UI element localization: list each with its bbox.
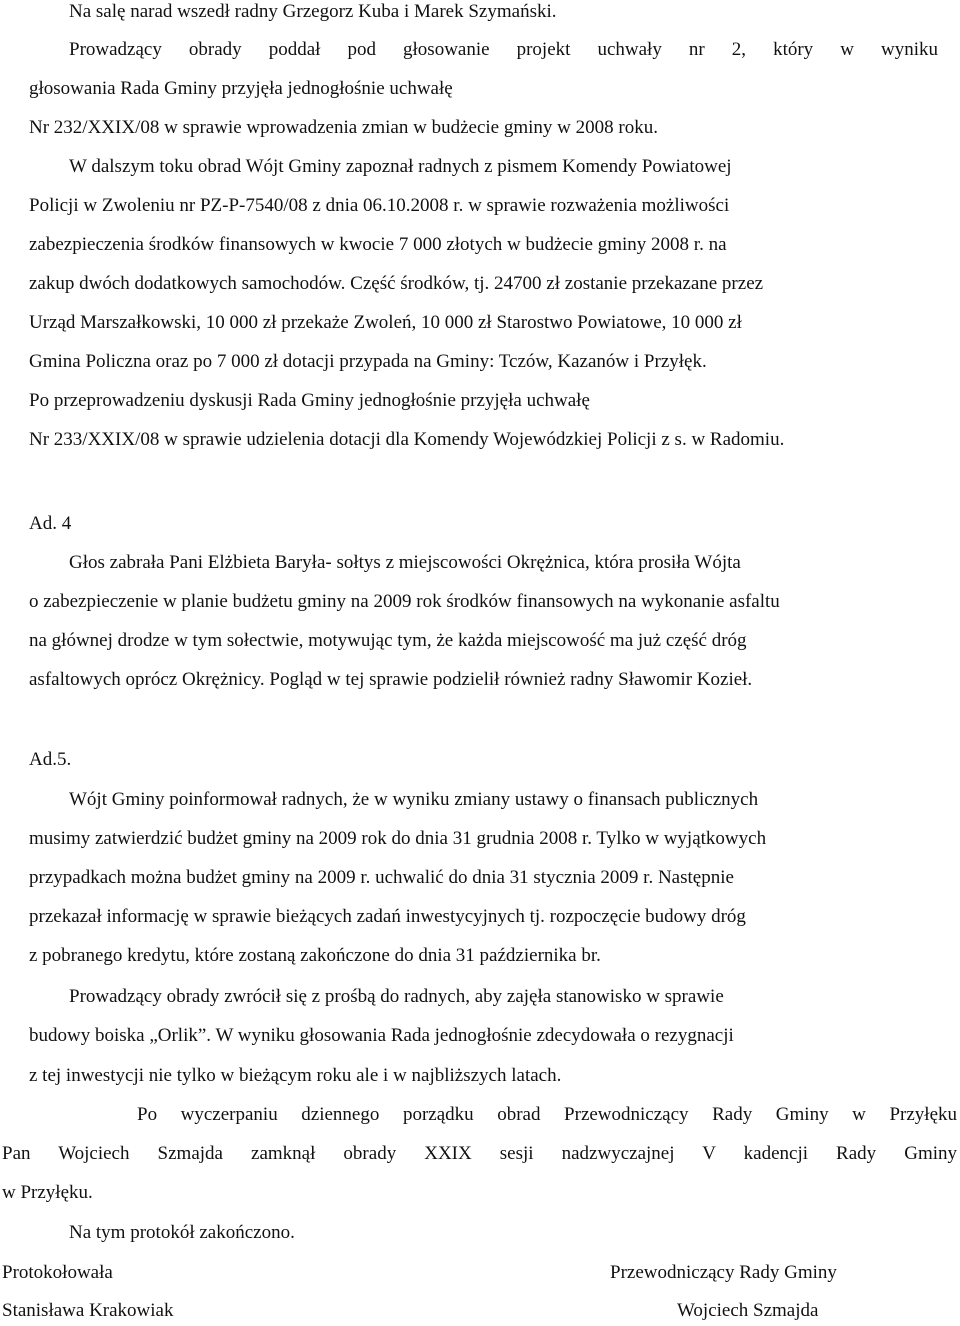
text-line: Prowadzący obrady zwrócił się z prośbą do radnych, aby zajęła stanowisko w sprawie — [69, 986, 724, 1007]
text-line: Na salę narad wszedł radny Grzegorz Kuba i Marek Szymański. — [69, 1, 557, 22]
text-line: Wójt Gminy poinformował radnych, że w wyniku zmiany ustawy o finansach publicznych — [69, 789, 759, 810]
section-heading-ad5: Ad.5. — [29, 749, 72, 770]
text-line: Po przeprowadzeniu dyskusji Rada Gminy jednogłośnie przyjęła uchwałę — [29, 390, 590, 411]
signatory-left-role: Protokołowała — [2, 1262, 113, 1283]
text-line: o zabezpieczenie w planie budżetu gminy na 2009 rok środków finansowych na wykonanie asfaltu — [29, 591, 780, 612]
text-line: z tej inwestycji nie tylko w bieżącym roku ale i w najbliższych latach. — [29, 1065, 562, 1086]
signatory-right-name: Wojciech Szmajda — [677, 1300, 819, 1321]
text-line: Gmina Policzna oraz po 7 000 zł dotacji przypada na Gminy: Tczów, Kazanów i Przyłęk. — [29, 351, 707, 372]
text-line: W dalszym toku obrad Wójt Gminy zapoznał radnych z pismem Komendy Powiatowej — [69, 156, 732, 177]
text-line: Nr 233/XXIX/08 w sprawie udzielenia dotacji dla Komendy Wojewódzkiej Policji z s. w Radomiu. — [29, 429, 785, 450]
text-line: Głos zabrała Pani Elżbieta Baryła- sołtys z miejscowości Okrężnica, która prosiła Wójta — [69, 552, 741, 573]
signatory-right-role: Przewodniczący Rady Gminy — [610, 1262, 837, 1283]
text-line: Nr 232/XXIX/08 w sprawie wprowadzenia zmian w budżecie gminy w 2008 roku. — [29, 117, 658, 138]
text-line: przekazał informację w sprawie bieżących zadań inwestycyjnych tj. rozpoczęcie budowy dróg — [29, 906, 746, 927]
section-heading-ad4: Ad. 4 — [29, 513, 72, 534]
text-line: zakup dwóch dodatkowych samochodów. Część środków, tj. 24700 zł zostanie przekazane przez — [29, 273, 764, 294]
text-line: Urząd Marszałkowski, 10 000 zł przekaże Zwoleń, 10 000 zł Starostwo Powiatowe, 10 000 zł — [29, 312, 742, 333]
text-line: Pan Wojciech Szmajda zamknął obrady XXIX sesji nadzwyczajnej V kadencji Rady Gminy — [2, 1143, 957, 1164]
text-line: zabezpieczenia środków finansowych w kwocie 7 000 złotych w budżecie gminy 2008 r. na — [29, 234, 727, 255]
text-line: głosowania Rada Gminy przyjęła jednogłośnie uchwałę — [29, 78, 453, 99]
end-note: Na tym protokół zakończono. — [69, 1222, 295, 1243]
text-line: na głównej drodze w tym sołectwie, motywując tym, że każda miejscowość ma już część dróg — [29, 630, 747, 651]
text-line: Po wyczerpaniu dziennego porządku obrad Przewodniczący Rady Gminy w Przyłęku — [137, 1104, 957, 1125]
text-line: w Przyłęku. — [2, 1182, 93, 1203]
text-line: musimy zatwierdzić budżet gminy na 2009 rok do dnia 31 grudnia 2008 r. Tylko w wyjątkowych — [29, 828, 767, 849]
text-line: przypadkach można budżet gminy na 2009 r. uchwalić do dnia 31 stycznia 2009 r. Następnie — [29, 867, 734, 888]
text-line: z pobranego kredytu, które zostaną zakończone do dnia 31 października br. — [29, 945, 601, 966]
text-line: Prowadzący obrady poddał pod głosowanie projekt uchwały nr 2, który w wyniku — [69, 39, 938, 60]
text-line: Policji w Zwoleniu nr PZ-P-7540/08 z dnia 06.10.2008 r. w sprawie rozważenia możliwości — [29, 195, 730, 216]
text-line: budowy boiska „Orlik”. W wyniku głosowania Rada jednogłośnie zdecydowała o rezygnacji — [29, 1025, 734, 1046]
text-line: asfaltowych oprócz Okrężnicy. Pogląd w tej sprawie podzielił również radny Sławomir Kozieł. — [29, 669, 753, 690]
signatory-left-name: Stanisława Krakowiak — [2, 1300, 174, 1321]
